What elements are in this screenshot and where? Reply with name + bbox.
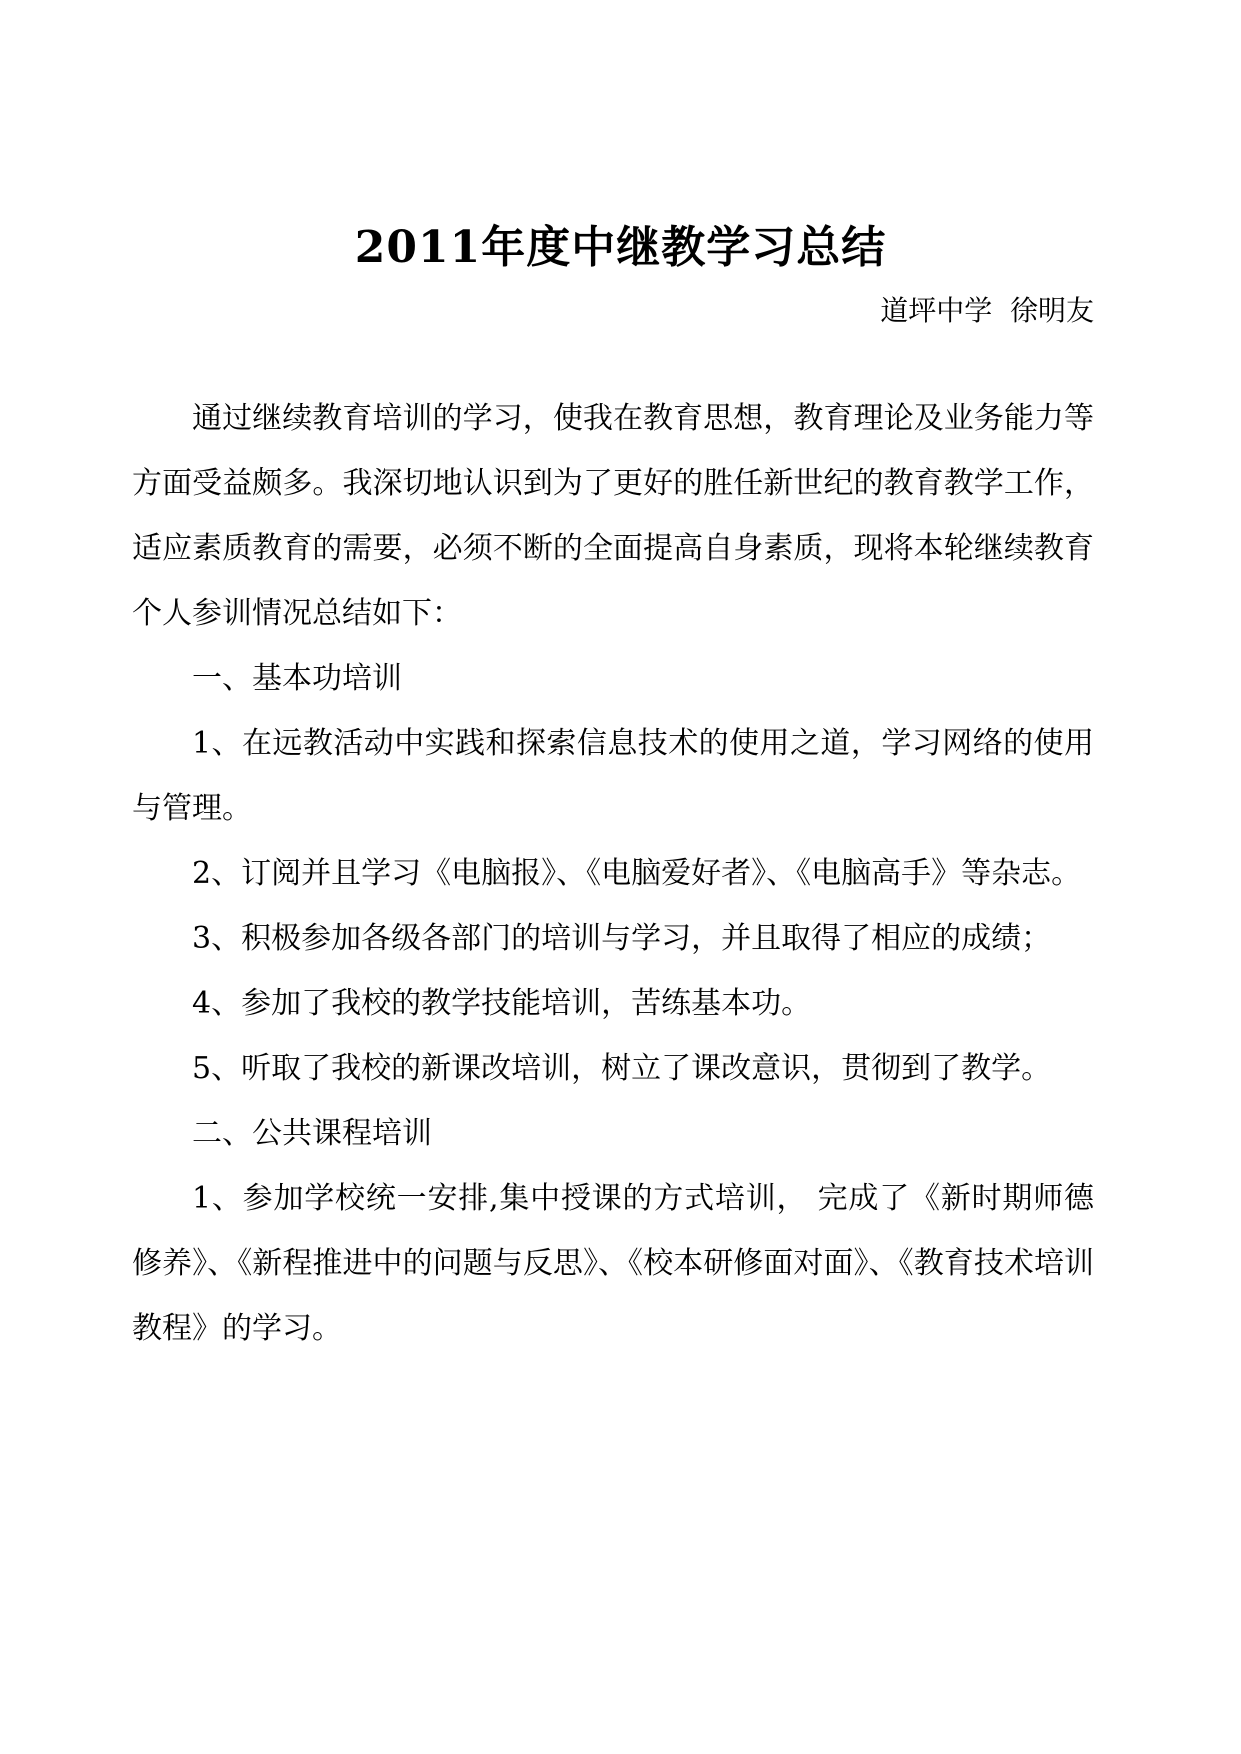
- list-item: 4、参加了我校的教学技能培训，苦练基本功。: [192, 986, 812, 1021]
- document-body: [132, 386, 1094, 1361]
- section-heading-public-courses: 二、公共课程培训: [192, 1116, 432, 1151]
- list-item: 3、积极参加各级各部门的培训与学习，并且取得了相应的成绩；: [192, 921, 1052, 956]
- intro-paragraph: 通过继续教育培训的学习，使我在教育思想，教育理论及业务能力等方面受益颇多。我深切地认识到为了更好的胜任新世纪的教育教学工作，适应素质教育的需要，必须不断的全面提高自身素质，现将本轮继续教育个人参训情况总结如下：: [132, 401, 1094, 631]
- author-byline: 道坪中学 徐明友: [880, 294, 1094, 327]
- list-item: 2、订阅并且学习《电脑报》、《电脑爱好者》、《电脑高手》等杂志。: [192, 856, 1082, 891]
- document-title: 2011年度中继教学习总结: [354, 222, 887, 273]
- list-item: 1、在远教活动中实践和探索信息技术的使用之道，学习网络的使用与管理。: [132, 726, 1094, 826]
- section-heading-basic-skills: 一、基本功培训: [192, 661, 402, 696]
- list-item: 5、听取了我校的新课改培训，树立了课改意识，贯彻到了教学。: [192, 1051, 1052, 1086]
- list-item: 1、参加学校统一安排,集中授课的方式培训， 完成了《新时期师德修养》、《新程推进中的问题与反思》、《校本研修面对面》、《教育技术培训教程》的学习。: [132, 1181, 1094, 1346]
